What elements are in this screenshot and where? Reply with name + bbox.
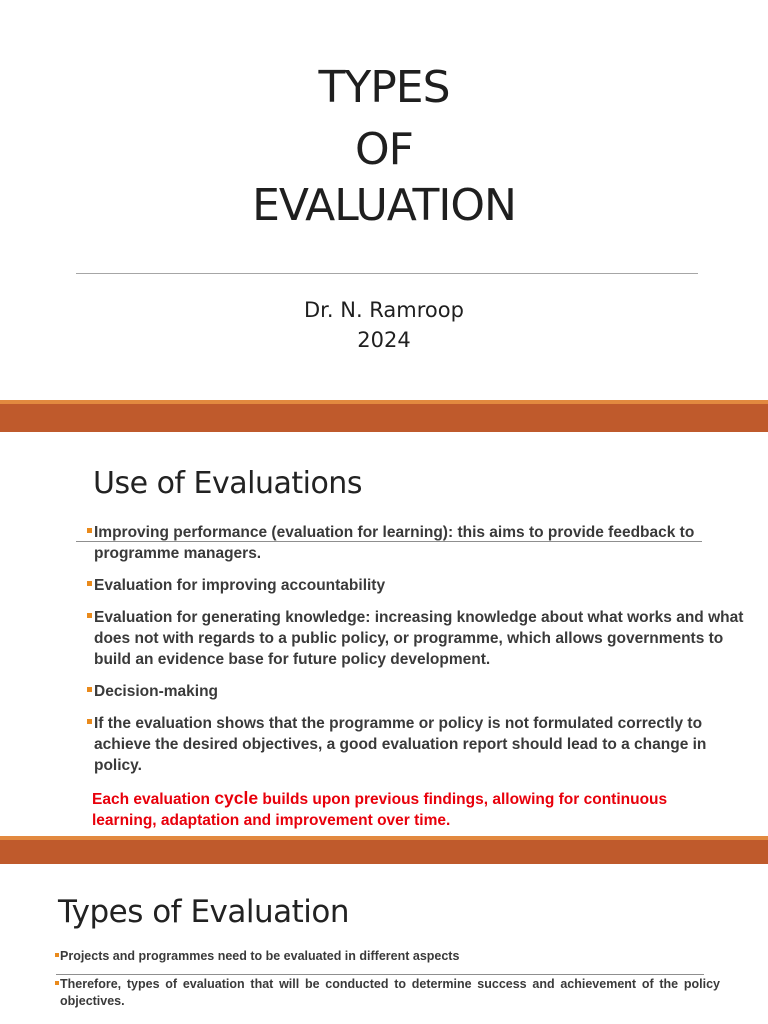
presentation-year: 2024: [357, 328, 411, 352]
bullet-list: [56, 948, 720, 1021]
list-item: Projects and programmes need to be evaluated in different aspects: [56, 948, 720, 965]
slide-separator-highlight: [0, 836, 768, 840]
square-bullet-icon: [87, 613, 92, 618]
slide-separator: [0, 836, 768, 864]
title-slide: [0, 0, 768, 400]
slide-heading: Use of Evaluations: [93, 466, 362, 501]
title-divider: [76, 273, 698, 274]
author-name: Dr. N. Ramroop: [304, 298, 464, 322]
square-bullet-icon: [55, 981, 59, 985]
list-item: Decision-making: [88, 681, 748, 702]
square-bullet-icon: [87, 687, 92, 692]
slide-separator: [0, 400, 768, 432]
types-of-evaluation-slide: [0, 864, 768, 1024]
heading-divider: [56, 974, 704, 975]
slide-heading: Types of Evaluation: [58, 894, 350, 930]
square-bullet-icon: [87, 719, 92, 724]
list-item: Improving performance (evaluation for learning): this aims to provide feedback to programme managers.: [88, 522, 748, 564]
list-item: If the evaluation shows that the programme or policy is not formulated correctly to achieve the desired objectives, a good evaluation report should lead to a change in policy.: [88, 713, 748, 776]
note-emphasis: cycle: [214, 788, 259, 808]
square-bullet-icon: [87, 528, 92, 533]
use-of-evaluations-slide: [0, 432, 768, 836]
square-bullet-icon: [55, 953, 59, 957]
title-line-3: EVALUATION: [252, 180, 516, 231]
title-line-2: OF: [355, 124, 413, 175]
slide-separator-highlight: [0, 400, 768, 404]
title-line-1: TYPES: [318, 62, 450, 113]
list-item: Therefore, types of evaluation that will be conducted to determine success and achievement of the policy objectives.: [56, 976, 720, 1010]
list-item: Evaluation for generating knowledge: increasing knowledge about what works and what does not with regards to a public policy, or programme, which allows governments to build an evidence base for future policy development.: [88, 607, 748, 670]
highlight-note: Each evaluation cycle builds upon previous findings, allowing for continuous learning, adaptation and improvement over time.: [92, 788, 668, 829]
list-item: Evaluation for improving accountability: [88, 575, 748, 596]
square-bullet-icon: [87, 581, 92, 586]
bullet-list: [88, 522, 748, 787]
